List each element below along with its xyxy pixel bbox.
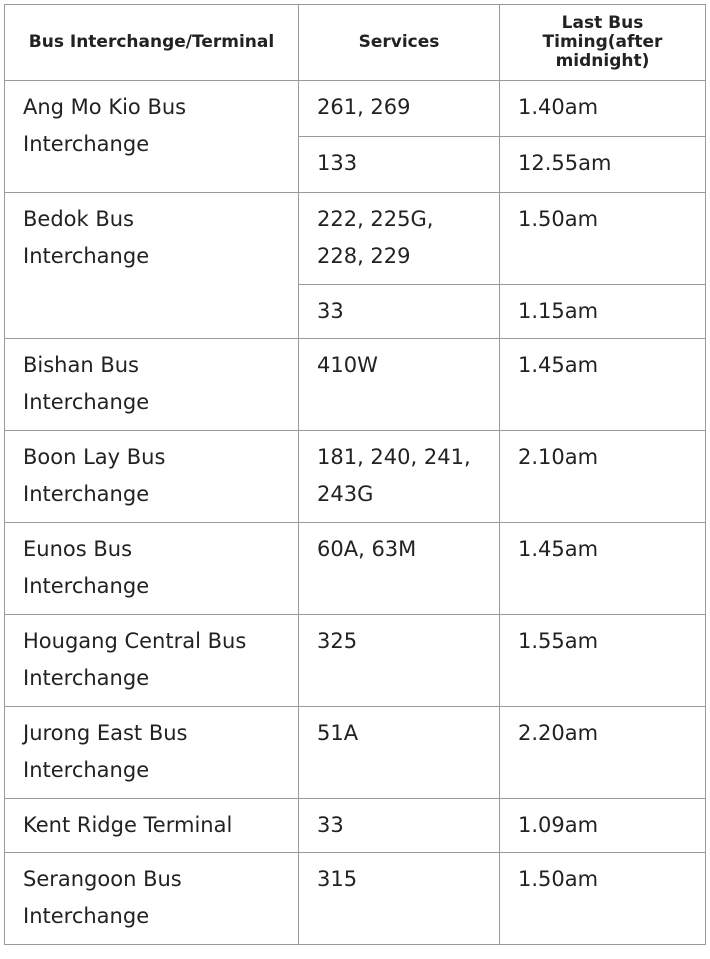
table-row [5,853,706,945]
table-row [5,707,706,799]
timing-cell: 2.10am [500,431,706,523]
timing-cell: 1.50am [500,853,706,945]
terminal-cell: Bedok Bus Interchange [5,193,299,339]
table-row [5,523,706,615]
terminal-cell: Serangoon Bus Interchange [5,853,299,945]
table-row [5,81,706,137]
timing-cell: 1.45am [500,523,706,615]
last-bus-timings-table [4,4,706,945]
timing-cell: 1.15am [500,285,706,339]
table-row [5,431,706,523]
services-cell: 51A [299,707,500,799]
services-cell: 181, 240, 241, 243G [299,431,500,523]
terminal-cell: Kent Ridge Terminal [5,799,299,853]
timing-cell: 1.40am [500,81,706,137]
table-row [5,799,706,853]
table-row [5,339,706,431]
services-cell: 261, 269 [299,81,500,137]
header-services: Services [299,5,500,81]
terminal-cell: Ang Mo Kio Bus Interchange [5,81,299,193]
terminal-cell: Hougang Central Bus Interchange [5,615,299,707]
timing-cell: 1.55am [500,615,706,707]
services-cell: 222, 225G, 228, 229 [299,193,500,285]
terminal-cell: Jurong East Bus Interchange [5,707,299,799]
services-cell: 60A, 63M [299,523,500,615]
services-cell: 325 [299,615,500,707]
services-cell: 315 [299,853,500,945]
table-row [5,615,706,707]
services-cell: 33 [299,799,500,853]
terminal-cell: Bishan Bus Interchange [5,339,299,431]
timing-cell: 1.45am [500,339,706,431]
timing-cell: 1.09am [500,799,706,853]
terminal-cell: Eunos Bus Interchange [5,523,299,615]
header-timing: Last Bus Timing(after midnight) [500,5,706,81]
timing-cell: 2.20am [500,707,706,799]
timing-cell: 1.50am [500,193,706,285]
table-row [5,193,706,285]
services-cell: 410W [299,339,500,431]
services-cell: 133 [299,137,500,193]
services-cell: 33 [299,285,500,339]
terminal-cell: Boon Lay Bus Interchange [5,431,299,523]
timing-cell: 12.55am [500,137,706,193]
header-row [5,5,706,81]
header-terminal: Bus Interchange/Terminal [5,5,299,81]
